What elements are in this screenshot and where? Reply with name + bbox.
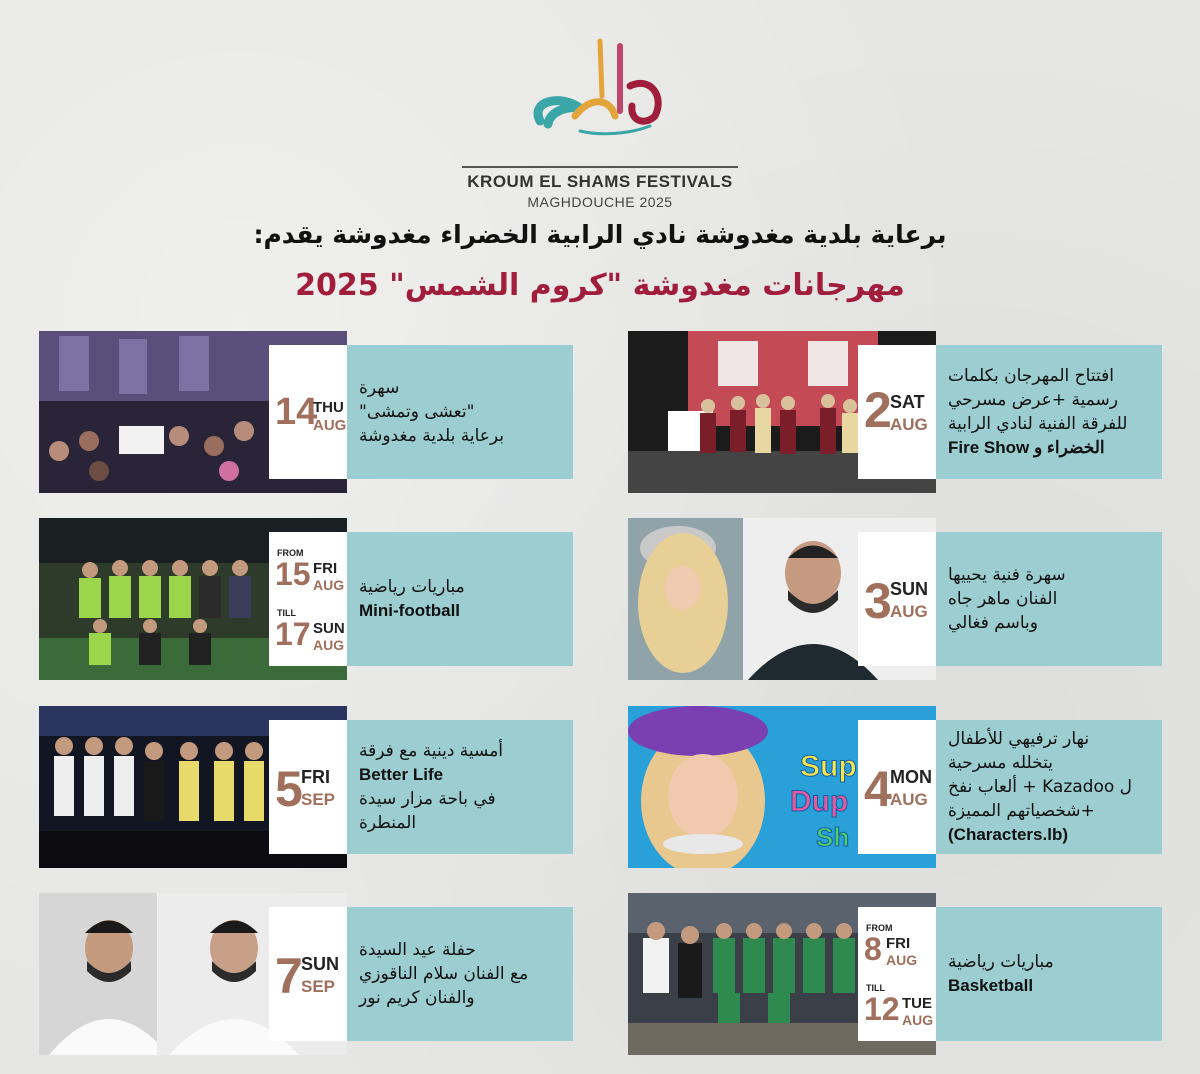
event-description	[359, 907, 563, 1041]
date-month: SEP	[301, 977, 336, 996]
event-line: +شخصياتهم المميزة	[948, 801, 1095, 821]
date-day-number: 3	[864, 573, 892, 629]
event-line: والفنان كريم نور	[359, 988, 475, 1008]
date-from-label: FROM	[866, 923, 893, 933]
svg-text:Sh: Sh	[816, 822, 850, 852]
event-date-range-box	[858, 907, 936, 1041]
date-start-weekday: FRI	[313, 560, 338, 577]
event-line: نهار ترفيهي للأطفال	[948, 729, 1090, 749]
event-line: حفلة عيد السيدة	[359, 940, 476, 960]
event-line: مباريات رياضية	[948, 952, 1054, 972]
date-start-weekday: FRI	[886, 935, 911, 952]
event-line: في باحة مزار سيدة	[359, 789, 496, 809]
logo-divider	[462, 166, 738, 168]
logo-title: KROUM EL SHAMS FESTIVALS	[467, 172, 733, 191]
date-start-number: 8	[864, 931, 882, 967]
event-line: ل Kazadoo + ألعاب نفخ	[948, 777, 1133, 797]
event-date-box	[858, 345, 936, 479]
sponsor-intro: برعاية بلدية مغدوشة نادي الرابية الخضراء مغدوشة يقدم:	[253, 220, 947, 249]
event-description	[948, 720, 1152, 854]
event-description	[359, 345, 563, 479]
date-start-month: AUG	[886, 952, 918, 968]
event-card-7-sep	[39, 893, 573, 1055]
date-day-number: 2	[864, 382, 892, 438]
event-date-box	[858, 532, 936, 666]
date-day-number: 4	[864, 761, 892, 817]
event-card-2-aug	[628, 331, 1162, 493]
event-line: (Characters.lb)	[948, 825, 1069, 844]
date-end-weekday: SUN	[313, 620, 345, 637]
event-line: أمسية دينية مع فرقة	[359, 741, 504, 761]
event-date-box	[269, 907, 347, 1041]
event-card-15-17-aug	[39, 518, 573, 680]
date-end-month: AUG	[902, 1012, 934, 1028]
date-day-number: 7	[275, 948, 303, 1004]
date-weekday: FRI	[301, 767, 330, 787]
date-end-weekday: TUE	[902, 995, 932, 1012]
event-line: الخضراء و Fire Show	[948, 438, 1105, 457]
date-day-number: 14	[275, 391, 318, 433]
date-till-label: TILL	[866, 983, 885, 993]
date-day-number: 5	[275, 761, 303, 817]
festival-logo	[440, 26, 760, 210]
date-month: AUG	[890, 602, 928, 621]
event-description	[948, 907, 1152, 1041]
date-end-number: 12	[864, 991, 900, 1027]
date-end-month: AUG	[313, 637, 345, 653]
date-weekday: SUN	[890, 579, 929, 599]
event-line: للفرقة الفنية لنادي الرابية	[948, 414, 1128, 434]
date-weekday: MON	[890, 767, 932, 787]
date-month: SEP	[301, 790, 336, 809]
event-line: Basketball	[948, 976, 1034, 995]
event-line: مباريات رياضية	[359, 577, 465, 597]
event-card-5-sep	[39, 706, 573, 868]
date-month: AUG	[313, 417, 347, 434]
event-line: وباسم فغالي	[948, 613, 1038, 633]
event-date-box	[858, 720, 936, 854]
svg-text:Dup: Dup	[790, 785, 849, 818]
page-headline: مهرجانات مغدوشة "كروم الشمس" 2025	[295, 268, 905, 303]
event-line: مع الفنان سلام الناقوزي	[359, 964, 529, 984]
event-description	[948, 345, 1152, 479]
event-line: رسمية +عرض مسرحي	[948, 390, 1118, 410]
event-line: افتتاح المهرجان بكلمات	[948, 366, 1114, 386]
date-till-label: TILL	[277, 608, 296, 618]
svg-text:Sup: Sup	[800, 750, 857, 783]
event-card-4-aug	[628, 706, 1162, 868]
date-month: AUG	[890, 790, 928, 809]
event-description	[948, 532, 1152, 666]
date-start-number: 15	[275, 556, 311, 592]
event-date-box	[269, 720, 347, 854]
date-from-label: FROM	[277, 548, 304, 558]
event-date-box	[269, 345, 347, 479]
event-line: Mini-football	[359, 601, 461, 620]
event-card-14-aug	[39, 331, 573, 493]
event-line: المنطرة	[359, 813, 417, 833]
logo-subtitle: MAGHDOUCHE 2025	[527, 194, 673, 210]
date-end-number: 17	[275, 616, 311, 652]
event-line: سهرة فنية يحييها	[948, 565, 1066, 585]
event-description	[359, 720, 563, 854]
event-card-8-12-aug	[628, 893, 1162, 1055]
event-date-range-box	[269, 532, 347, 666]
date-weekday: THU	[313, 399, 344, 416]
event-line: "تعشى وتمشى"	[359, 402, 475, 422]
date-start-month: AUG	[313, 577, 345, 593]
event-line: يتخلله مسرحية	[948, 753, 1054, 773]
event-line: Better Life	[359, 765, 444, 784]
event-line: برعاية بلدية مغدوشة	[359, 426, 505, 446]
event-description	[359, 532, 563, 666]
date-month: AUG	[890, 415, 928, 434]
event-line: الفنان ماهر جاه	[948, 589, 1058, 609]
event-card-3-aug	[628, 518, 1162, 680]
date-weekday: SUN	[301, 954, 340, 974]
date-weekday: SAT	[890, 392, 925, 412]
event-line: سهرة	[359, 378, 400, 398]
logo-calligraphy-icon	[520, 26, 680, 146]
